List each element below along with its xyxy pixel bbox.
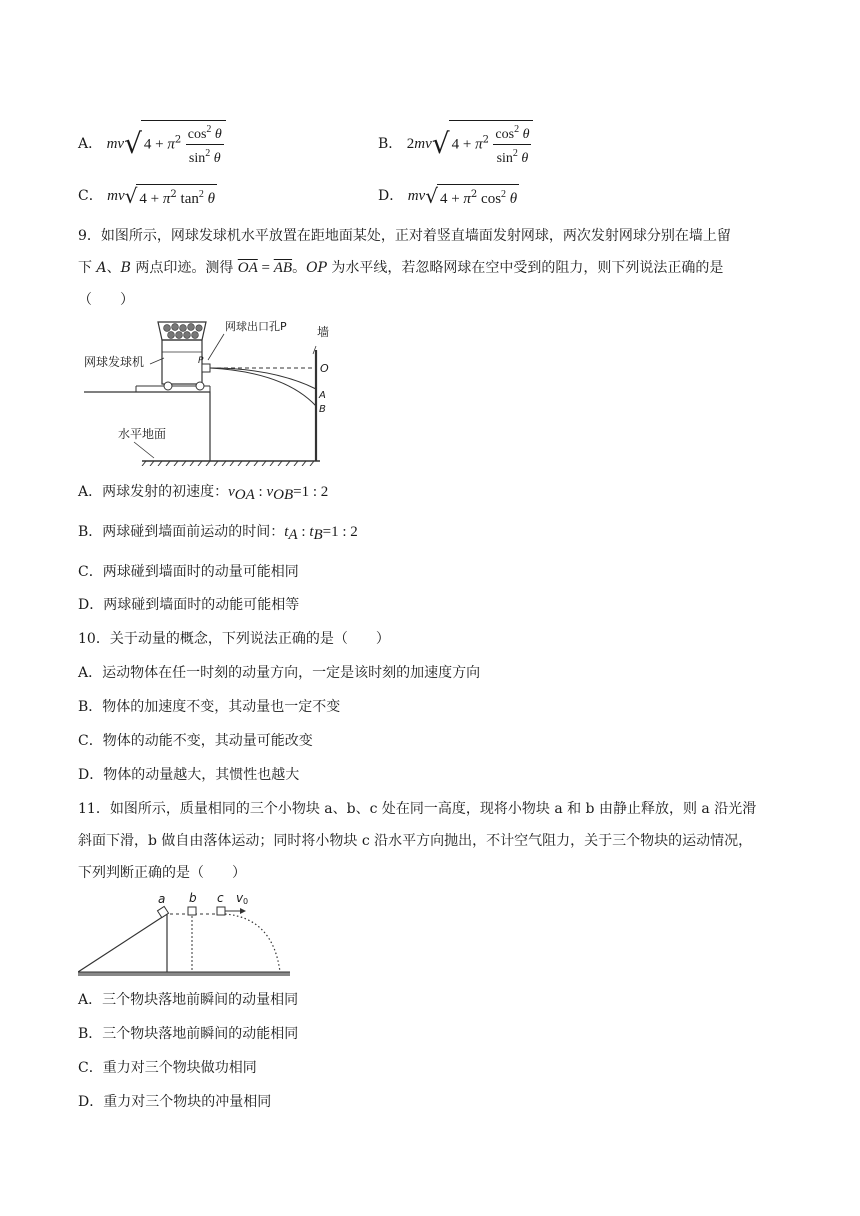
q10-option-a: A．运动物体在任一时刻的动量方向，一定是该时刻的加速度方向	[78, 665, 481, 681]
q11-stem-line3: 下列判断正确的是（ ）	[78, 865, 246, 881]
machine-label: 网球发球机	[84, 355, 145, 369]
point-o: O	[320, 362, 329, 375]
q9-option-c: C．两球碰到墙面时的动量可能相同	[78, 564, 299, 580]
point-p: P	[198, 356, 204, 366]
q8-option-d: D． mv√ $4 + \pi^2$ $\cos^2 \theta$	[378, 184, 518, 208]
q9-option-d: D．两球碰到墙面时的动能可能相等	[78, 597, 300, 613]
q10-option-b: B．物体的加速度不变，其动量也一定不变	[78, 699, 341, 715]
q8-option-b: B． 2mv√ $4 + \pi^2$ $\frac{\cos^2 \theta}{\sin^2 \theta}$	[378, 120, 533, 168]
point-a: A	[319, 390, 326, 401]
q11-stem-line1: 11．如图所示，质量相同的三个小物块 a、b、c 处在同一高度，现将小物块 a 和 b 由静止释放，则 a 沿光滑	[78, 801, 757, 817]
q11-figure	[78, 890, 292, 980]
q9-stem-line1: 9．如图所示，网球发球机水平放置在距地面某处，正对着竖直墙面发射网球，两次发射网球分别在墙上留	[78, 228, 731, 244]
q8-option-c: C． mv√ $4 + \pi^2$ $\tan^2 \theta$	[78, 184, 215, 208]
q11-option-c: C．重力对三个物块做功相同	[78, 1060, 257, 1076]
q9-option-a: A．两球发射的初速度：$v_{OA}$ : $v_{OB}=1$ : 2	[78, 484, 329, 503]
q10-stem: 10．关于动量的概念，下列说法正确的是（ ）	[78, 631, 390, 647]
q11-stem-line2: 斜面下滑，b 做自由落体运动；同时将小物块 c 沿水平方向抛出，不计空气阻力，关于三个物块的运动情况，	[78, 833, 753, 849]
q10-option-d: D．物体的动量越大，其惯性也越大	[78, 767, 300, 783]
label-b: b	[189, 891, 197, 905]
q8-option-a: A． mv√ $4 + \pi^2$ $\frac{\cos^2 \theta}{\sin^2 \theta}$	[78, 120, 226, 168]
label-c: c	[217, 891, 224, 905]
q9-stem-line3: （ ）	[78, 292, 134, 308]
label-v0: v	[236, 891, 244, 905]
q10-option-c: C．物体的动能不变，其动量可能改变	[78, 733, 313, 749]
outlet-label: 网球出口孔P	[225, 320, 287, 333]
ground-label: 水平地面	[118, 427, 167, 441]
q11-option-b: B．三个物块落地前瞬间的动能相同	[78, 1026, 299, 1042]
q9-figure	[84, 316, 344, 466]
q11-option-a: A．三个物块落地前瞬间的动量相同	[78, 992, 299, 1008]
wall-label: 墙	[317, 325, 330, 339]
point-b: B	[319, 404, 326, 415]
q11-option-d: D．重力对三个物块的冲量相同	[78, 1094, 272, 1110]
q9-stem-line2: 下 A、B 两点印迹。测得 $\overline{OA} = \overline{AB}$。OP 为水平线，若忽略网球在空中受到的阻力，则下列说法正确的是	[78, 260, 724, 276]
q9-option-b: B．两球碰到墙面前运动的时间：$t_A$ : $t_B=1$ : 2	[78, 524, 358, 543]
label-a: a	[158, 892, 166, 906]
svg-text:0: 0	[243, 897, 249, 906]
